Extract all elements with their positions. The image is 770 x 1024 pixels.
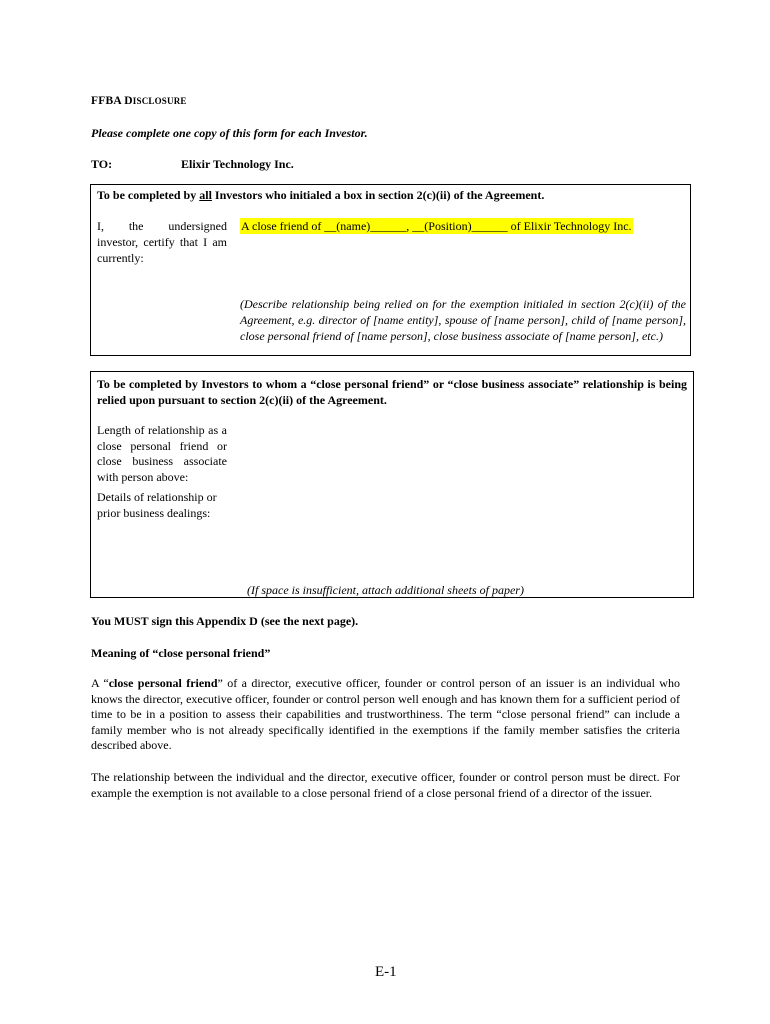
page-number: E-1 <box>375 964 397 980</box>
length-of-relationship-label: Length of relationship as a close personal friend or close business associate with person above: <box>97 423 227 484</box>
certification-box-heading <box>97 188 544 203</box>
para-bold-term: close personal friend <box>108 676 218 690</box>
heading-emphasis: all <box>199 188 212 202</box>
definition-paragraph <box>91 676 680 754</box>
heading-part: To be completed by <box>97 188 200 202</box>
relationship-field[interactable]: A close friend of __(name)______, __(Position)______ of Elixir Technology Inc. <box>241 219 632 233</box>
heading-part: Investors who initialed a box in section 2(c)(ii) of the Agreement. <box>211 188 545 202</box>
certify-statement: I, the undersigned investor, certify that I am currently: <box>97 219 227 265</box>
insufficient-space-note: (If space is insufficient, attach additional sheets of paper) <box>247 583 524 597</box>
relationship-details-heading: To be completed by Investors to whom a “close personal friend” or “close business associate” relationship is being relied upon pursuant to section 2(c)(ii) of the Agreement. <box>97 377 687 407</box>
details-of-relationship-label: Details of relationship or prior business dealings: <box>97 490 217 520</box>
direct-relationship-paragraph: The relationship between the individual and the director, executive officer, founder or control person must be direct. For example the exemption is not available to a close personal friend of a close personal friend of a director of the issuer. <box>91 770 680 800</box>
relationship-details-box <box>90 371 694 598</box>
para-text: A “ <box>91 676 109 690</box>
form-heading <box>91 95 187 107</box>
heading-small-caps: ISCLOSURE <box>132 96 187 106</box>
certification-box <box>90 184 691 356</box>
instruction-text: Please complete one copy of this form for each Investor. <box>91 126 368 140</box>
meaning-heading: Meaning of “close personal friend” <box>91 646 271 660</box>
to-recipient: Elixir Technology Inc. <box>181 157 294 171</box>
heading-prefix: FFBA D <box>91 95 133 107</box>
must-sign-notice: You MUST sign this Appendix D (see the next page). <box>91 614 359 628</box>
para-text: ” of a director, executive officer, founder or control person of an issuer is an individual who knows the director, executive officer, founder or control person well enough and has known them for a sufficient period of time to be in a position to assess their capabilities and trustworthiness. The term “close personal friend” can include a family member who is not already specifically identified in the exemptions if the family member satisfies the criteria described above. <box>91 676 680 752</box>
relationship-instructions: (Describe relationship being relied on for the exemption initialed in section 2(c)(ii) of the Agreement, e.g. director of [name entity], spouse of [name person], child of [name person], close personal friend of [name person], close business associate of [name person], etc.) <box>240 297 686 343</box>
to-label: TO: <box>91 157 113 171</box>
